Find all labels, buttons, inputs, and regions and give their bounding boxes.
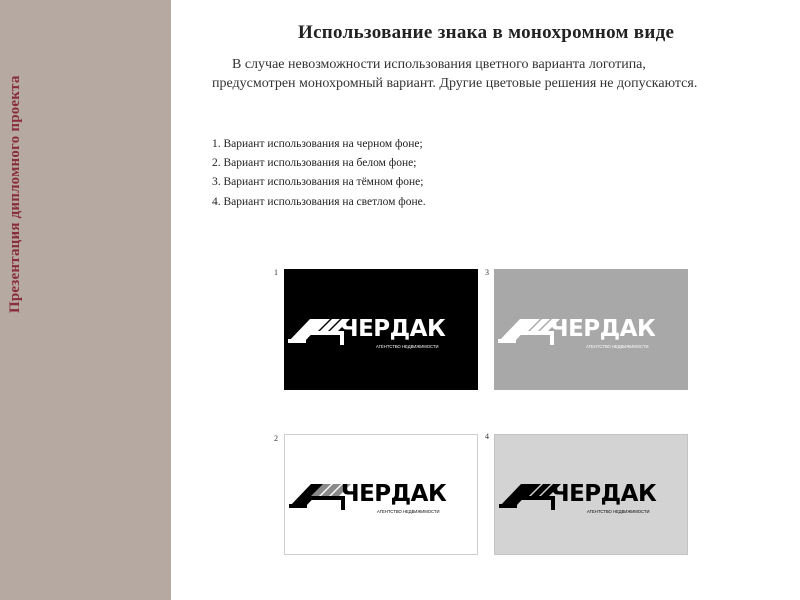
intro-paragraph xyxy=(212,56,712,93)
logo-tile-black xyxy=(284,269,478,390)
slide-title: Использование знака в монохромном виде xyxy=(298,22,675,43)
logo-word: ЧЕРДАК xyxy=(550,316,656,342)
variant-list xyxy=(212,137,426,214)
logo-word: ЧЕРДАК xyxy=(551,481,657,507)
logo-tagline: АГЕНТСТВО НЕДВИЖИМОСТИ xyxy=(586,344,649,349)
list-item: 3. Вариант использования на тёмном фоне; xyxy=(212,176,424,188)
logo-tagline: АГЕНТСТВО НЕДВИЖИМОСТИ xyxy=(587,509,650,514)
logo-mark-icon xyxy=(494,269,688,390)
logo-tile-dark xyxy=(494,269,688,390)
logo-tile-white xyxy=(284,434,478,555)
list-item: 2. Вариант использования на белом фоне; xyxy=(212,157,417,169)
logo-tagline: АГЕНТСТВО НЕДВИЖИМОСТИ xyxy=(377,509,440,514)
logo-mark-icon xyxy=(285,435,477,554)
tile-number: 1 xyxy=(274,268,278,277)
sidebar-label: Презентация дипломного проекта xyxy=(7,75,23,313)
tile-number: 3 xyxy=(485,268,489,277)
logo-mark-icon xyxy=(284,269,478,390)
sidebar xyxy=(0,0,171,600)
tile-number: 4 xyxy=(485,432,489,441)
tile-number: 2 xyxy=(274,434,278,443)
logo-word: ЧЕРДАК xyxy=(341,481,447,507)
list-item: 4. Вариант использования на светлом фоне. xyxy=(212,196,426,208)
intro-text: В случае невозможности использования цветного варианта логотипа, предусмотрен монохромный вариант. Другие цветовые решения не допускаются. xyxy=(212,57,698,91)
logo-tile-light xyxy=(494,434,688,555)
logo-tagline: АГЕНТСТВО НЕДВИЖИМОСТИ xyxy=(376,344,439,349)
logo-mark-icon xyxy=(495,435,687,554)
logo-word: ЧЕРДАК xyxy=(340,316,446,342)
list-item: 1. Вариант использования на черном фоне; xyxy=(212,138,423,150)
